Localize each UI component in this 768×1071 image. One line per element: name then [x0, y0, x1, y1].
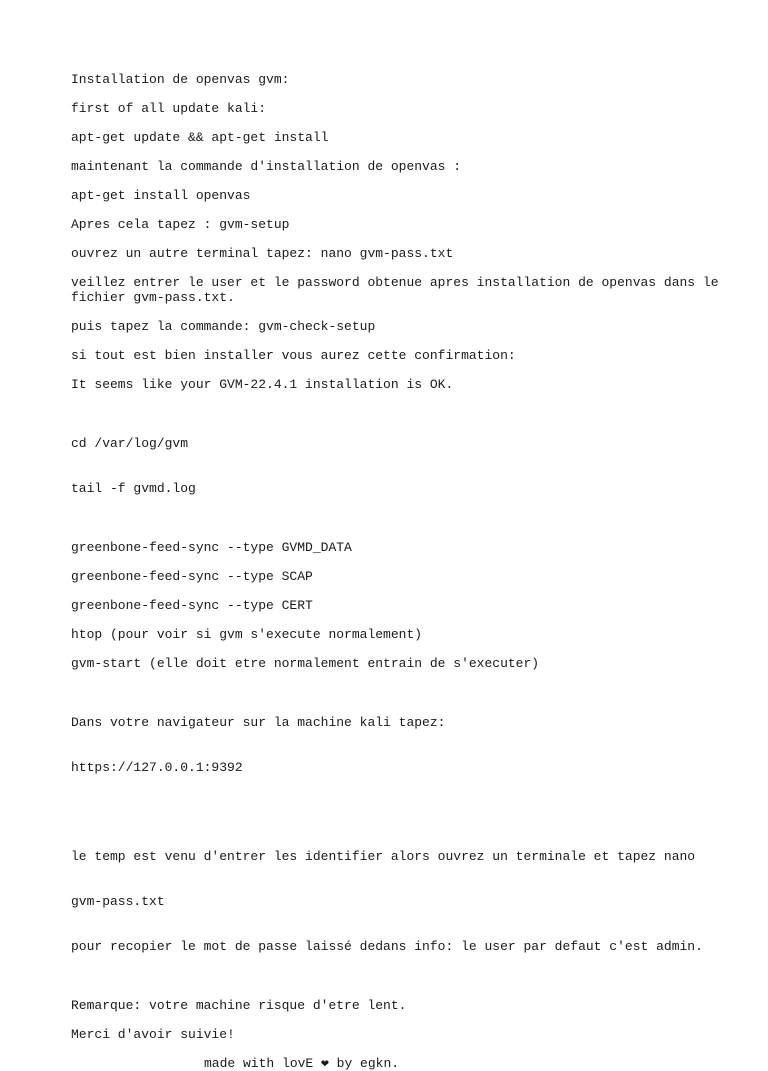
step-update-kali: first of all update kali:	[71, 101, 267, 116]
login-block	[71, 819, 731, 984]
step-install-intro: maintenant la commande d'installation de openvas :	[71, 159, 462, 174]
gvm-start-note: gvm-start (elle doit etre normalement entrain de s'executer)	[71, 656, 540, 671]
step-enter-credentials: veillez entrer le user et le password obtenue apres installation de openvas dans le fichier gvm-pass.txt.	[71, 275, 727, 305]
log-cd-command: cd /var/log/gvm	[71, 436, 189, 451]
remark: Remarque: votre machine risque d'etre lent.	[71, 998, 407, 1013]
htop-note: htop (pour voir si gvm s'execute normalement)	[71, 627, 423, 642]
step-gvm-setup: Apres cela tapez : gvm-setup	[71, 217, 290, 232]
feed-sync-cert: greenbone-feed-sync --type CERT	[71, 598, 313, 613]
log-block	[71, 406, 731, 526]
signature: made with lovE ❤ by egkn.	[204, 1056, 400, 1071]
step-check-setup: puis tapez la commande: gvm-check-setup	[71, 319, 376, 334]
login-file: gvm-pass.txt	[71, 894, 165, 909]
feed-sync-gvmd: greenbone-feed-sync --type GVMD_DATA	[71, 540, 352, 555]
document-title: Installation de openvas gvm:	[71, 72, 290, 87]
log-tail-command: tail -f gvmd.log	[71, 481, 196, 496]
command-install-openvas: apt-get install openvas	[71, 188, 251, 203]
step-confirmation-intro: si tout est bien installer vous aurez cette confirmation:	[71, 348, 516, 363]
thanks: Merci d'avoir suivie!	[71, 1027, 235, 1042]
confirmation-message: It seems like your GVM-22.4.1 installation is OK.	[71, 377, 454, 392]
login-instruction: le temp est venu d'entrer les identifier alors ouvrez un terminale et tapez nano	[71, 849, 696, 864]
feed-sync-scap: greenbone-feed-sync --type SCAP	[71, 569, 313, 584]
browser-block	[71, 685, 731, 805]
browser-instruction: Dans votre navigateur sur la machine kali tapez:	[71, 715, 446, 730]
document-page	[71, 72, 731, 1071]
browser-url: https://127.0.0.1:9392	[71, 760, 243, 775]
command-apt-update: apt-get update && apt-get install	[71, 130, 329, 145]
login-default-user: pour recopier le mot de passe laissé dedans info: le user par defaut c'est admin.	[71, 939, 703, 954]
step-nano-pass: ouvrez un autre terminal tapez: nano gvm-pass.txt	[71, 246, 454, 261]
